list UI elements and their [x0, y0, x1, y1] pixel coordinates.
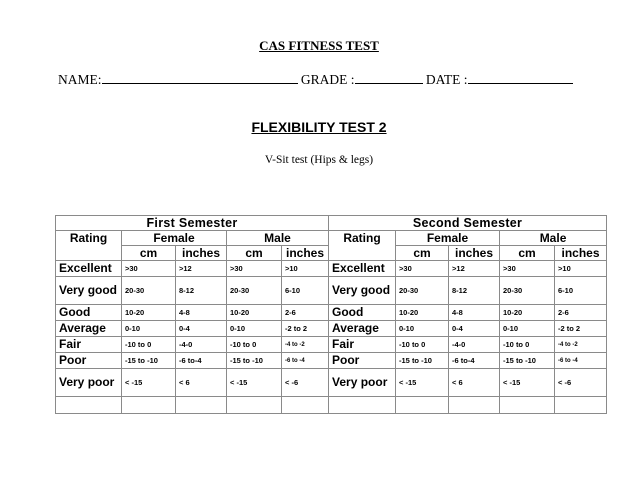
value-cell: -6 to -4	[555, 353, 607, 369]
empty-cell	[396, 397, 449, 414]
test-subtitle: V-Sit test (Hips & legs)	[264, 154, 374, 166]
student-info-row	[58, 70, 598, 88]
value-cell: 10-20	[500, 305, 555, 321]
value-cell: 0-4	[176, 321, 227, 337]
value-cell: < -6	[555, 369, 607, 397]
value-cell: 4-8	[176, 305, 227, 321]
grade-field[interactable]	[355, 70, 423, 84]
table-row	[56, 305, 607, 321]
semester-header-row	[56, 216, 607, 231]
date-field[interactable]	[468, 70, 573, 84]
flexibility-results-table	[55, 215, 607, 414]
value-cell: -6 to-4	[449, 353, 500, 369]
rating-cell: Fair	[56, 337, 122, 353]
value-cell: 20-30	[500, 277, 555, 305]
table-row	[56, 277, 607, 305]
rating-cell: Average	[329, 321, 396, 337]
value-cell: 10-20	[122, 305, 176, 321]
table-row	[56, 321, 607, 337]
value-cell: >10	[555, 261, 607, 277]
value-cell: 4-8	[449, 305, 500, 321]
value-cell: -10 to 0	[500, 337, 555, 353]
value-cell: 20-30	[122, 277, 176, 305]
table-row	[56, 337, 607, 353]
test-title: FLEXIBILITY TEST 2	[251, 119, 387, 135]
value-cell: 2-6	[282, 305, 329, 321]
name-label: NAME:	[58, 72, 102, 87]
value-cell: -4 to -2	[555, 337, 607, 353]
empty-cell	[176, 397, 227, 414]
value-cell: 0-10	[227, 321, 282, 337]
table-row	[56, 261, 607, 277]
value-cell: -6 to -4	[282, 353, 329, 369]
value-cell: -15 to -10	[500, 353, 555, 369]
value-cell: < -15	[500, 369, 555, 397]
value-cell: < 6	[176, 369, 227, 397]
value-cell: 20-30	[227, 277, 282, 305]
value-cell: -2 to 2	[555, 321, 607, 337]
value-cell: 0-10	[396, 321, 449, 337]
value-cell: >30	[227, 261, 282, 277]
value-cell: 20-30	[396, 277, 449, 305]
rating-cell: Poor	[56, 353, 122, 369]
rating-cell: Excellent	[329, 261, 396, 277]
empty-cell	[122, 397, 176, 414]
cm-header: cm	[122, 246, 176, 261]
value-cell: -15 to -10	[227, 353, 282, 369]
value-cell: 0-4	[449, 321, 500, 337]
empty-row	[56, 397, 607, 414]
first-semester-header: First Semester	[56, 216, 329, 231]
value-cell: < 6	[449, 369, 500, 397]
value-cell: -6 to-4	[176, 353, 227, 369]
male-header: Male	[227, 231, 329, 246]
rating-cell: Very poor	[329, 369, 396, 397]
value-cell: >30	[396, 261, 449, 277]
rating-cell: Average	[56, 321, 122, 337]
value-cell: >12	[176, 261, 227, 277]
value-cell: 0-10	[500, 321, 555, 337]
value-cell: -10 to 0	[122, 337, 176, 353]
value-cell: 8-12	[176, 277, 227, 305]
value-cell: -15 to -10	[396, 353, 449, 369]
second-semester-header: Second Semester	[329, 216, 607, 231]
value-cell: < -6	[282, 369, 329, 397]
name-field[interactable]	[102, 70, 298, 84]
empty-cell	[555, 397, 607, 414]
value-cell: -10 to 0	[227, 337, 282, 353]
female-header: Female	[122, 231, 227, 246]
document-title: CAS FITNESS TEST	[259, 38, 379, 53]
cm-header: cm	[500, 246, 555, 261]
table-row	[56, 353, 607, 369]
value-cell: 10-20	[396, 305, 449, 321]
value-cell: >30	[122, 261, 176, 277]
empty-cell	[56, 397, 122, 414]
value-cell: 10-20	[227, 305, 282, 321]
value-cell: -2 to 2	[282, 321, 329, 337]
value-cell: 6-10	[282, 277, 329, 305]
value-cell: 8-12	[449, 277, 500, 305]
grade-label: GRADE :	[300, 72, 355, 87]
rating-cell: Very poor	[56, 369, 122, 397]
value-cell: 2-6	[555, 305, 607, 321]
value-cell: < -15	[396, 369, 449, 397]
male-header: Male	[500, 231, 607, 246]
value-cell: >10	[282, 261, 329, 277]
value-cell: < -15	[227, 369, 282, 397]
value-cell: 0-10	[122, 321, 176, 337]
value-cell: -4-0	[449, 337, 500, 353]
rating-cell: Fair	[329, 337, 396, 353]
rating-cell: Good	[56, 305, 122, 321]
table-row	[56, 369, 607, 397]
inches-header: inches	[176, 246, 227, 261]
rating-cell: Good	[329, 305, 396, 321]
inches-header: inches	[449, 246, 500, 261]
cm-header: cm	[227, 246, 282, 261]
rating-cell: Excellent	[56, 261, 122, 277]
value-cell: >30	[500, 261, 555, 277]
value-cell: -4 to -2	[282, 337, 329, 353]
value-cell: -15 to -10	[122, 353, 176, 369]
empty-cell	[329, 397, 396, 414]
value-cell: < -15	[122, 369, 176, 397]
inches-header: inches	[282, 246, 329, 261]
rating-header: Rating	[329, 231, 396, 261]
empty-cell	[500, 397, 555, 414]
value-cell: -4-0	[176, 337, 227, 353]
cm-header: cm	[396, 246, 449, 261]
empty-cell	[227, 397, 282, 414]
rating-cell: Very good	[329, 277, 396, 305]
empty-cell	[449, 397, 500, 414]
value-cell: -10 to 0	[396, 337, 449, 353]
rating-cell: Poor	[329, 353, 396, 369]
date-label: DATE :	[425, 72, 468, 87]
female-header: Female	[396, 231, 500, 246]
rating-header: Rating	[56, 231, 122, 261]
inches-header: inches	[555, 246, 607, 261]
rating-cell: Very good	[56, 277, 122, 305]
empty-cell	[282, 397, 329, 414]
value-cell: >12	[449, 261, 500, 277]
gender-header-row	[56, 231, 607, 246]
value-cell: 6-10	[555, 277, 607, 305]
